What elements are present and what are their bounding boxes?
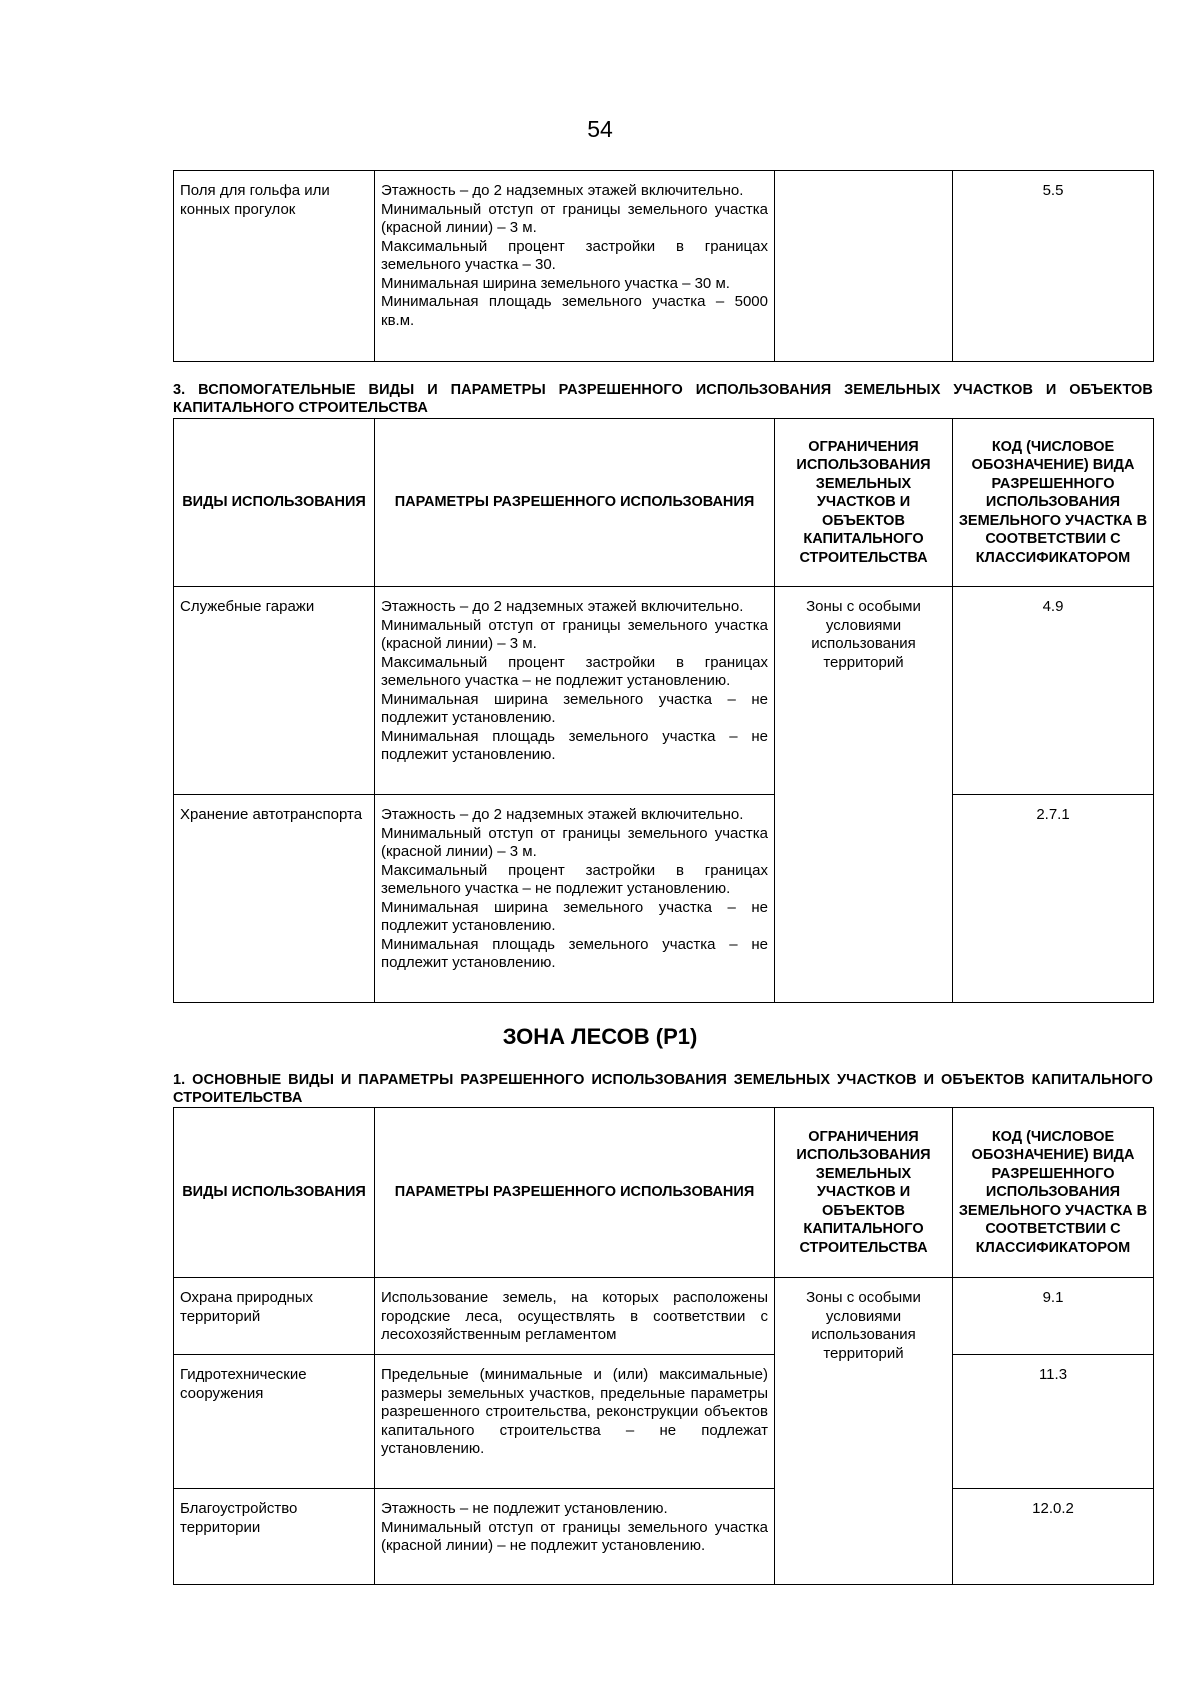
use-cell: Служебные гаражи — [174, 587, 375, 795]
param-line: Минимальный отступ от границы земельного участка (красной линии) – 3 м. — [381, 824, 768, 860]
param-line: Минимальная площадь земельного участка – не подлежит установлению. — [381, 935, 768, 971]
params-cell — [375, 795, 775, 1003]
param-line: Использование земель, на которых расположены городские леса, осуществлять в соответствии с лесохозяйственным регламентом — [381, 1289, 768, 1343]
header-params: ПАРАМЕТРЫ РАЗРЕШЕННОГО ИСПОЛЬЗОВАНИЯ — [375, 419, 775, 587]
main-uses-table — [173, 1107, 1154, 1585]
param-line: Этажность – до 2 надземных этажей включительно. — [381, 806, 744, 823]
param-line: Минимальная ширина земельного участка – не подлежит установлению. — [381, 898, 768, 934]
code-cell: 5.5 — [953, 171, 1154, 362]
restrictions-cell: Зоны с особыми условиями использования территорий — [775, 587, 953, 1003]
code-cell: 12.0.2 — [953, 1489, 1154, 1585]
param-line: Минимальная площадь земельного участка – не подлежит установлению. — [381, 727, 768, 763]
param-line: Минимальная ширина земельного участка – 30 м. — [381, 274, 730, 292]
header-code: КОД (ЧИСЛОВОЕ ОБОЗНАЧЕНИЕ) ВИДА РАЗРЕШЕННОГО ИСПОЛЬЗОВАНИЯ ЗЕМЕЛЬНОГО УЧАСТКА В СООТВЕТСТВИИ С КЛАССИФИКАТОРОМ — [953, 1108, 1154, 1278]
use-cell: Поля для гольфа или конных прогулок — [174, 171, 375, 362]
section-heading: 3. ВСПОМОГАТЕЛЬНЫЕ ВИДЫ И ПАРАМЕТРЫ РАЗРЕШЕННОГО ИСПОЛЬЗОВАНИЯ ЗЕМЕЛЬНЫХ УЧАСТКОВ И ОБЪЕКТОВ КАПИТАЛЬНОГО СТРОИТЕЛЬСТВА — [173, 382, 1153, 416]
param-line: Минимальный отступ от границы земельного участка (красной линии) – 3 м. — [381, 616, 768, 652]
continued-table — [173, 170, 1154, 362]
use-cell: Хранение автотранспорта — [174, 795, 375, 1003]
table-row — [174, 1355, 1154, 1489]
param-line: Минимальная площадь земельного участка – 5000 кв.м. — [381, 293, 768, 329]
header-params: ПАРАМЕТРЫ РАЗРЕШЕННОГО ИСПОЛЬЗОВАНИЯ — [375, 1108, 775, 1278]
param-line: Этажность – не подлежит установлению. — [381, 1500, 668, 1517]
param-line: Этажность – до 2 надземных этажей включительно. — [381, 598, 744, 615]
zone-title: ЗОНА ЛЕСОВ (Р1) — [502, 1024, 698, 1049]
param-line: Максимальный процент застройки в границах земельного участка – не подлежит установлению. — [381, 653, 768, 689]
param-line: Максимальный процент застройки в границах земельного участка – не подлежит установлению. — [381, 861, 768, 897]
use-cell: Охрана природных территорий — [174, 1278, 375, 1355]
table-row — [174, 795, 1154, 1003]
header-use: ВИДЫ ИСПОЛЬЗОВАНИЯ — [174, 419, 375, 587]
params-cell — [375, 1489, 775, 1585]
section-heading: 1. ОСНОВНЫЕ ВИДЫ И ПАРАМЕТРЫ РАЗРЕШЕННОГО ИСПОЛЬЗОВАНИЯ ЗЕМЕЛЬНЫХ УЧАСТКОВ И ОБЪЕКТОВ КАПИТАЛЬНОГО СТРОИТЕЛЬСТВА — [173, 1072, 1153, 1106]
restrictions-cell — [775, 171, 953, 362]
param-line: Максимальный процент застройки в границах земельного участка – 30. — [381, 237, 768, 273]
header-code: КОД (ЧИСЛОВОЕ ОБОЗНАЧЕНИЕ) ВИДА РАЗРЕШЕННОГО ИСПОЛЬЗОВАНИЯ ЗЕМЕЛЬНОГО УЧАСТКА В СООТВЕТСТВИИ С КЛАССИФИКАТОРОМ — [953, 419, 1154, 587]
code-cell: 11.3 — [953, 1355, 1154, 1489]
params-cell — [375, 1278, 775, 1355]
restrictions-cell: Зоны с особыми условиями использования территорий — [775, 1278, 953, 1585]
param-line: Этажность – до 2 надземных этажей включительно. — [381, 182, 744, 199]
param-line: Минимальный отступ от границы земельного участка (красной линии) – 3 м. — [381, 200, 768, 236]
params-cell — [375, 1355, 775, 1489]
table-row — [174, 1489, 1154, 1585]
table-row — [174, 587, 1154, 795]
table-row — [174, 171, 1154, 362]
code-cell: 4.9 — [953, 587, 1154, 795]
use-cell: Благоустройство территории — [174, 1489, 375, 1585]
params-cell — [375, 171, 775, 362]
table-header-row — [174, 419, 1154, 587]
param-line: Предельные (минимальные и (или) максимальные) размеры земельных участков, предельные параметры разрешенного строительства, реконструкции объектов капитального строительства – не подлежат установлению. — [381, 1366, 768, 1457]
page-number: 54 — [587, 116, 613, 142]
table-header-row — [174, 1108, 1154, 1278]
code-cell: 2.7.1 — [953, 795, 1154, 1003]
header-use: ВИДЫ ИСПОЛЬЗОВАНИЯ — [174, 1108, 375, 1278]
param-line: Минимальный отступ от границы земельного участка (красной линии) – не подлежит установлению. — [381, 1518, 768, 1554]
params-cell — [375, 587, 775, 795]
header-restrictions: ОГРАНИЧЕНИЯ ИСПОЛЬЗОВАНИЯ ЗЕМЕЛЬНЫХ УЧАСТКОВ И ОБЪЕКТОВ КАПИТАЛЬНОГО СТРОИТЕЛЬСТВА — [775, 419, 953, 587]
header-restrictions: ОГРАНИЧЕНИЯ ИСПОЛЬЗОВАНИЯ ЗЕМЕЛЬНЫХ УЧАСТКОВ И ОБЪЕКТОВ КАПИТАЛЬНОГО СТРОИТЕЛЬСТВА — [775, 1108, 953, 1278]
auxiliary-uses-table — [173, 418, 1154, 1003]
use-cell: Гидротехнические сооружения — [174, 1355, 375, 1489]
code-cell: 9.1 — [953, 1278, 1154, 1355]
param-line: Минимальная ширина земельного участка – не подлежит установлению. — [381, 690, 768, 726]
table-row — [174, 1278, 1154, 1355]
